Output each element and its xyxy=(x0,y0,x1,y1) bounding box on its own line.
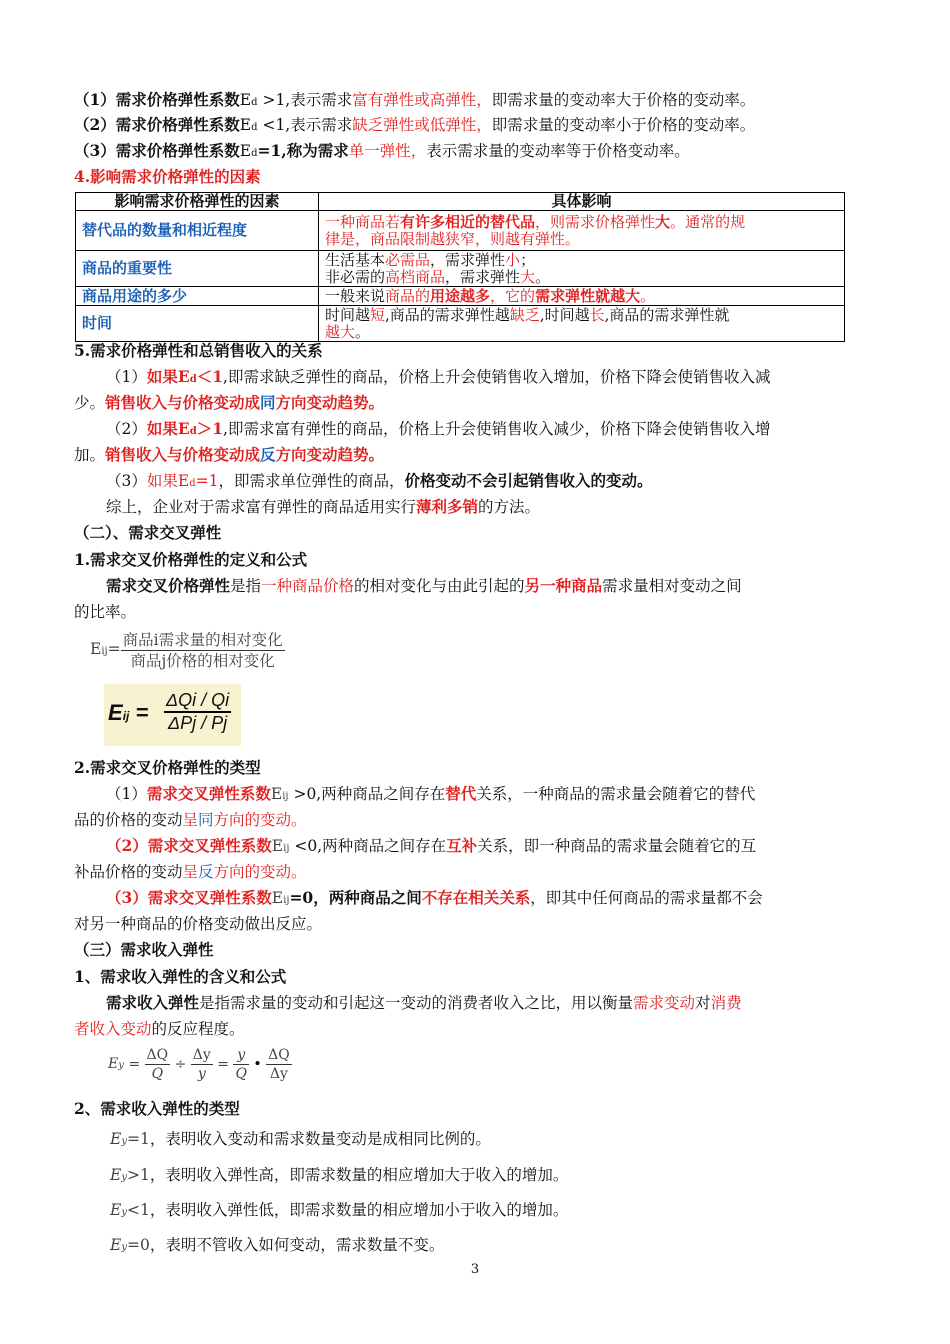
paragraph: 综上，企业对于需求富有弹性的商品适用实行薄利多销的方法。 xyxy=(106,497,541,516)
effect-cell: 一种商品若有许多相近的替代品，则需求价格弹性大。通常的规 律是，商品限制越狭窄，则越有弹性。 xyxy=(319,211,845,251)
paragraph: 补品价格的变动呈反方向的变动。 xyxy=(74,863,307,881)
factor-cell: 时间 xyxy=(76,306,319,342)
paragraph: （1）如果Ed＜1,即需求缺乏弹性的商品，价格上升会使销售收入增加，价格下降会使销售收入减 xyxy=(106,367,771,386)
effect-cell: 生活基本必需品，需求弹性小； 非必需的高档商品，需求弹性大。 xyxy=(319,251,845,287)
factors-table xyxy=(75,192,845,342)
paragraph: 对另一种商品的价格变动做出反应。 xyxy=(74,915,323,933)
section-cross-heading: （二）、需求交叉弹性 xyxy=(74,523,222,542)
income-formula: Ey = $\frac{\Delta Q}{Q}$ ÷ $\frac{\Delta y}{y}$ = $\frac{y}{Q}$ • $\frac{\Delta Q}{\Delta y}$ xyxy=(108,1047,290,1082)
table-row xyxy=(76,211,845,251)
text: 即需求量的变动率大于价格的变动率。 xyxy=(491,91,756,109)
text: >1,表示需求 xyxy=(257,91,353,109)
cross-formula-text: Eij= $\frac{\text{商品i需求量的相对变化}}{\text{商品j价格的相对变化}}$ xyxy=(90,631,283,670)
paragraph: 少。销售收入与价格变动成同方向变动趋势。 xyxy=(74,393,385,412)
table-row xyxy=(76,306,845,342)
paragraph: 的比率。 xyxy=(74,603,137,621)
section-5-heading: 5.需求价格弹性和总销售收入的关系 xyxy=(74,341,323,360)
ed-less-line: （2）需求价格弹性系数Ed <1,表示需求缺乏弹性或低弹性，即需求量的变动率小于价格的变动率。 xyxy=(74,115,756,134)
table-row xyxy=(76,287,845,306)
paragraph: 品的价格的变动呈同方向的变动。 xyxy=(74,811,307,829)
text: 富有弹性或高弹性， xyxy=(352,91,492,109)
paragraph: （3）如果Ed=1，即需求单位弹性的商品，价格变动不会引起销售收入的变动。 xyxy=(106,471,653,490)
factor-cell: 商品的重要性 xyxy=(76,251,319,287)
table-header: 影响需求价格弹性的因素 xyxy=(76,193,319,211)
page-number: 3 xyxy=(470,1262,480,1277)
subheading: 2.需求交叉价格弹性的类型 xyxy=(74,758,261,777)
income-type-3: Ey<1，表明收入弹性低，即需求数量的相应增加小于收入的增加。 xyxy=(110,1201,569,1219)
ed-symbol: Ed xyxy=(239,91,258,109)
effect-cell: 时间越短,商品的需求弹性越缺乏,时间越长,商品的需求弹性就 越大。 xyxy=(319,306,845,342)
paragraph: 者收入变动的反应程度。 xyxy=(74,1020,245,1038)
table-header: 具体影响 xyxy=(319,193,845,211)
text: （1）需求价格弹性系数 xyxy=(74,90,240,109)
table-row xyxy=(76,251,845,287)
paragraph: 需求交叉价格弹性是指一种商品价格的相对变化与由此引起的另一种商品需求量相对变动之间 xyxy=(106,576,742,595)
factor-cell: 替代品的数量和相近程度 xyxy=(76,211,319,251)
effect-cell: 一般来说商品的用途越多，它的需求弹性就越大。 xyxy=(319,287,845,306)
section-income-heading: （三）需求收入弹性 xyxy=(74,940,214,959)
subheading: 2、需求收入弹性的类型 xyxy=(74,1099,240,1118)
paragraph: （3）需求交叉弹性系数Eij=0，两种商品之间不存在相关关系，即其中任何商品的需求量都不会 xyxy=(106,888,763,907)
cross-elasticity-formula-image: Eij = ΔQi / Qi ΔPj / Pj xyxy=(104,684,241,746)
ed-equal-line: （3）需求价格弹性系数Ed=1,称为需求单一弹性，表示需求量的变动率等于价格变动率。 xyxy=(74,141,690,160)
income-type-4: Ey=0，表明不管收入如何变动，需求数量不变。 xyxy=(110,1236,445,1254)
section-4-heading: 4.影响需求价格弹性的因素 xyxy=(74,167,261,186)
paragraph: 需求收入弹性是指需求量的变动和引起这一变动的消费者收入之比，用以衡量需求变动对消费 xyxy=(106,993,742,1012)
factor-cell: 商品用途的多少 xyxy=(76,287,319,306)
subheading: 1、需求收入弹性的含义和公式 xyxy=(74,967,287,986)
subheading: 1.需求交叉价格弹性的定义和公式 xyxy=(74,550,308,569)
income-type-2: Ey>1，表明收入弹性高，即需求数量的相应增加大于收入的增加。 xyxy=(110,1166,569,1184)
income-type-1: Ey=1，表明收入变动和需求数量变动是成相同比例的。 xyxy=(110,1130,491,1148)
paragraph: （2）如果Ed＞1,即需求富有弹性的商品，价格上升会使销售收入减少，价格下降会使销售收入增 xyxy=(106,419,771,438)
paragraph: 加。销售收入与价格变动成反方向变动趋势。 xyxy=(74,445,385,464)
paragraph: （1）需求交叉弹性系数Eij >0,两种商品之间存在替代关系，一种商品的需求量会随着它的替代 xyxy=(106,784,756,803)
paragraph: （2）需求交叉弹性系数Eij <0,两种商品之间存在互补关系，即一种商品的需求量会随着它的互 xyxy=(106,836,757,855)
table-header-row xyxy=(76,193,845,211)
